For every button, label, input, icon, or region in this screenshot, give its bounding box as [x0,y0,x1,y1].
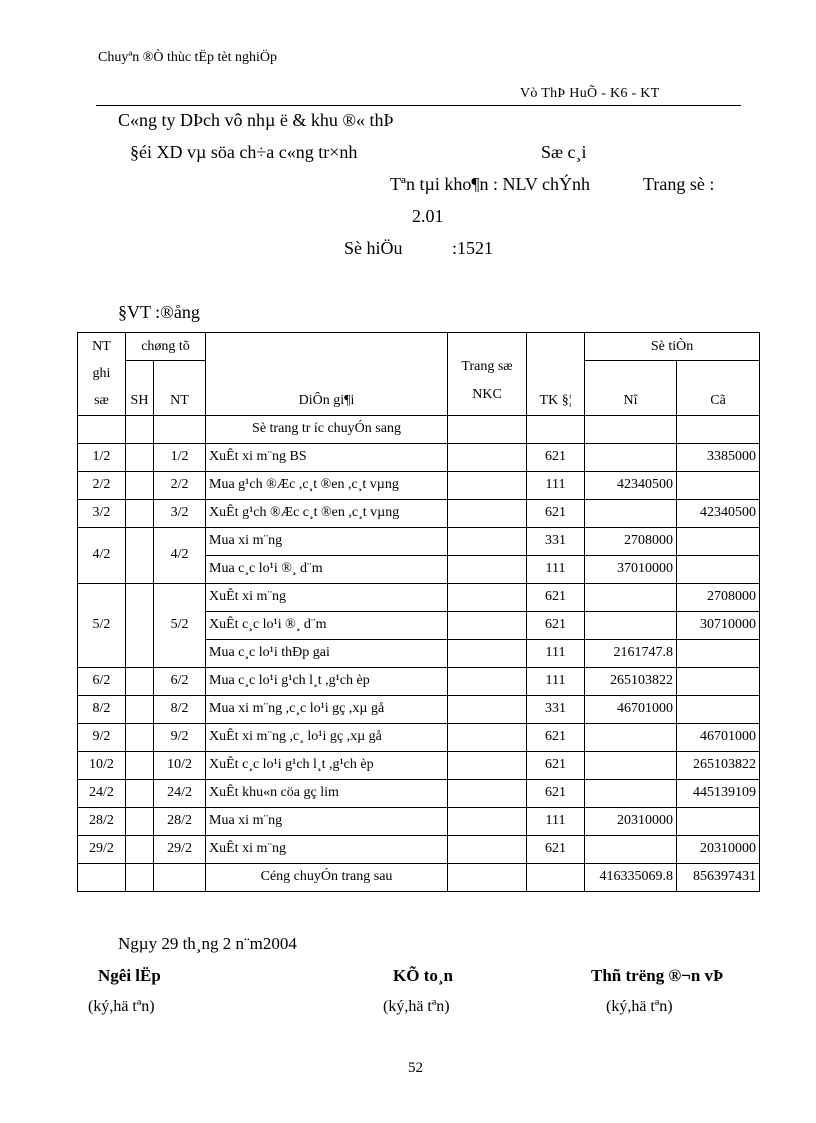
table-row [78,723,760,751]
header-sh: SH [126,361,154,416]
account-code: Sè hiÖu :1521 [344,238,494,258]
row-tk: 331 [527,695,585,723]
row-date: 3/2 [78,499,126,527]
row-date: 28/2 [78,807,126,835]
row-tk: 621 [527,583,585,611]
row-sh [126,443,154,471]
row-description: XuÊt khu«n cöa gç lim [206,779,448,807]
row-trang-so [448,471,527,499]
row-no [585,779,677,807]
row-description: Mua c¸c lo¹i g¹ch l¸t ,g¹ch èp [206,667,448,695]
row-date: 2/2 [78,471,126,499]
carry-in-label: Sè trang tr íc chuyÓn sang [206,415,448,443]
row-nt: 4/2 [154,527,206,583]
row-nt: 6/2 [154,667,206,695]
row-description: XuÊt c¸c lo¹i ®¸ d¨m [206,611,448,639]
total-trang-so [448,863,527,891]
row-trang-so [448,779,527,807]
table-row [78,751,760,779]
head-sign: (ký,hä tªn) [606,998,673,1015]
table-row [78,527,760,555]
row-trang-so [448,751,527,779]
row-description: XuÊt g¹ch ®Æc c¸t ®en ,c¸t vµng [206,499,448,527]
row-co: 20310000 [677,835,760,863]
row-trang-so [448,835,527,863]
row-no [585,583,677,611]
header-rule [96,105,741,106]
doc-header-right: Vò ThÞ HuÕ - K6 - KT [520,86,660,101]
book-title: Sæ c¸i [541,142,587,162]
table-row [78,835,760,863]
row-co [677,639,760,667]
row-co: 265103822 [677,751,760,779]
table-row [78,807,760,835]
row-sh [126,723,154,751]
row-trang-so [448,695,527,723]
row-co [677,471,760,499]
row-tk: 621 [527,443,585,471]
row-tk: 621 [527,723,585,751]
row-no [585,751,677,779]
row-description: XuÊt xi m¨ng [206,835,448,863]
row-no: 265103822 [585,667,677,695]
row-nt: 5/2 [154,583,206,667]
row-tk: 621 [527,779,585,807]
unit-name: §éi XD vµ söa ch÷a c«ng tr×nh [130,142,358,162]
total-nt [154,863,206,891]
row-date: 24/2 [78,779,126,807]
table-row [78,779,760,807]
row-no: 2708000 [585,527,677,555]
row-sh [126,667,154,695]
row-date: 10/2 [78,751,126,779]
row-tk: 111 [527,555,585,583]
accountant-label: KÕ to¸n [393,966,453,985]
row-co [677,667,760,695]
head-label: Thñ trëng ®¬n vÞ [591,966,724,985]
header-nt: NT [78,333,126,361]
table-row [78,471,760,499]
row-no [585,499,677,527]
row-date: 5/2 [78,583,126,667]
row-tk: 621 [527,611,585,639]
header-so: sæ [78,388,126,416]
row-no: 46701000 [585,695,677,723]
preparer-sign: (ký,hä tªn) [88,998,155,1015]
row-co: 42340500 [677,499,760,527]
row-nt: 3/2 [154,499,206,527]
row-date: 6/2 [78,667,126,695]
total-date [78,863,126,891]
row-trang-so [448,443,527,471]
total-no: 416335069.8 [585,863,677,891]
header-trang-so: Trang sæ NKC [448,333,527,416]
row-description: Mua c¸c lo¹i thÐp gai [206,639,448,667]
table-row [78,583,760,611]
row-no [585,835,677,863]
row-no: 2161747.8 [585,639,677,667]
row-tk: 111 [527,639,585,667]
footer-date: Ngµy 29 th¸ng 2 n¨m2004 [118,934,297,953]
row-nt: 8/2 [154,695,206,723]
row-description: Mua c¸c lo¹i ®¸ d¨m [206,555,448,583]
row-no [585,723,677,751]
row-co [677,807,760,835]
total-co: 856397431 [677,863,760,891]
row-nt: 9/2 [154,723,206,751]
row-nt: 10/2 [154,751,206,779]
row-date: 1/2 [78,443,126,471]
row-description: XuÊt xi m¨ng BS [206,443,448,471]
row-co [677,555,760,583]
row-sh [126,499,154,527]
row-co: 2708000 [677,583,760,611]
table-row [78,667,760,695]
row-nt: 29/2 [154,835,206,863]
row-sh [126,779,154,807]
row-trang-so [448,499,527,527]
row-co: 445139109 [677,779,760,807]
table-row [78,443,760,471]
page-label: Trang sè : [643,174,715,194]
row-tk: 111 [527,667,585,695]
total-tk [527,863,585,891]
table-row [78,695,760,723]
row-nt: 28/2 [154,807,206,835]
row-description: Mua xi m¨ng [206,807,448,835]
row-co: 30710000 [677,611,760,639]
header-nt-ct: NT [154,361,206,416]
row-sh [126,583,154,667]
header-so-tien: Sè tiÒn [585,333,760,361]
row-trang-so [448,611,527,639]
header-chung-tu: chøng tõ [126,333,206,361]
row-sh [126,695,154,723]
page-value: 2.01 [412,206,444,226]
row-description: XuÊt xi m¨ng ,c¸ lo¹i gç ,xµ gå [206,723,448,751]
row-tk: 621 [527,499,585,527]
row-description: XuÊt c¸c lo¹i g¹ch l¸t ,g¹ch èp [206,751,448,779]
row-co: 46701000 [677,723,760,751]
row-date: 8/2 [78,695,126,723]
row-sh [126,527,154,583]
row-tk: 331 [527,527,585,555]
row-tk: 111 [527,807,585,835]
row-trang-so [448,639,527,667]
row-sh [126,835,154,863]
header-ghi: ghi [78,361,126,388]
row-tk: 621 [527,751,585,779]
row-nt: 2/2 [154,471,206,499]
row-description: Mua xi m¨ng ,c¸c lo¹i gç ,xµ gå [206,695,448,723]
row-trang-so [448,807,527,835]
row-no [585,611,677,639]
row-date: 29/2 [78,835,126,863]
total-sh [126,863,154,891]
row-sh [126,751,154,779]
accountant-sign: (ký,hä tªn) [383,998,450,1015]
row-co [677,527,760,555]
page-number: 52 [408,1060,423,1076]
row-co: 3385000 [677,443,760,471]
unit-of-measure: §VT :®ång [118,302,200,322]
row-trang-so [448,555,527,583]
row-tk: 111 [527,471,585,499]
row-sh [126,807,154,835]
account-name: Tªn tµi kho¶n : NLV chÝnh [390,174,590,194]
table-row [78,499,760,527]
row-nt: 1/2 [154,443,206,471]
row-trang-so [448,527,527,555]
row-description: Mua xi m¨ng [206,527,448,555]
header-co: Cã [677,361,760,416]
header-tk: TK §¦ [527,333,585,416]
preparer-label: Ngêi lËp [98,966,161,985]
row-date: 9/2 [78,723,126,751]
total-row [78,863,760,891]
ledger-table [77,332,760,892]
row-trang-so [448,723,527,751]
row-tk: 621 [527,835,585,863]
row-description: XuÊt xi m¨ng [206,583,448,611]
row-no: 37010000 [585,555,677,583]
header-dien-giai: DiÔn gi¶i [206,333,448,416]
row-nt: 24/2 [154,779,206,807]
row-trang-so [448,583,527,611]
carry-out-label: Céng chuyÓn trang sau [206,863,448,891]
row-no: 20310000 [585,807,677,835]
row-sh [126,471,154,499]
doc-header-left: Chuyªn ®Ò thùc tËp tèt nghiÖp [98,50,277,65]
row-trang-so [448,667,527,695]
row-no: 42340500 [585,471,677,499]
company-name: C«ng ty DÞch vô nhµ ë & khu ®« thÞ [118,110,394,130]
header-no: Nî [585,361,677,416]
row-no [585,443,677,471]
row-description: Mua g¹ch ®Æc ,c¸t ®en ,c¸t vµng [206,471,448,499]
row-date: 4/2 [78,527,126,583]
row-co [677,695,760,723]
